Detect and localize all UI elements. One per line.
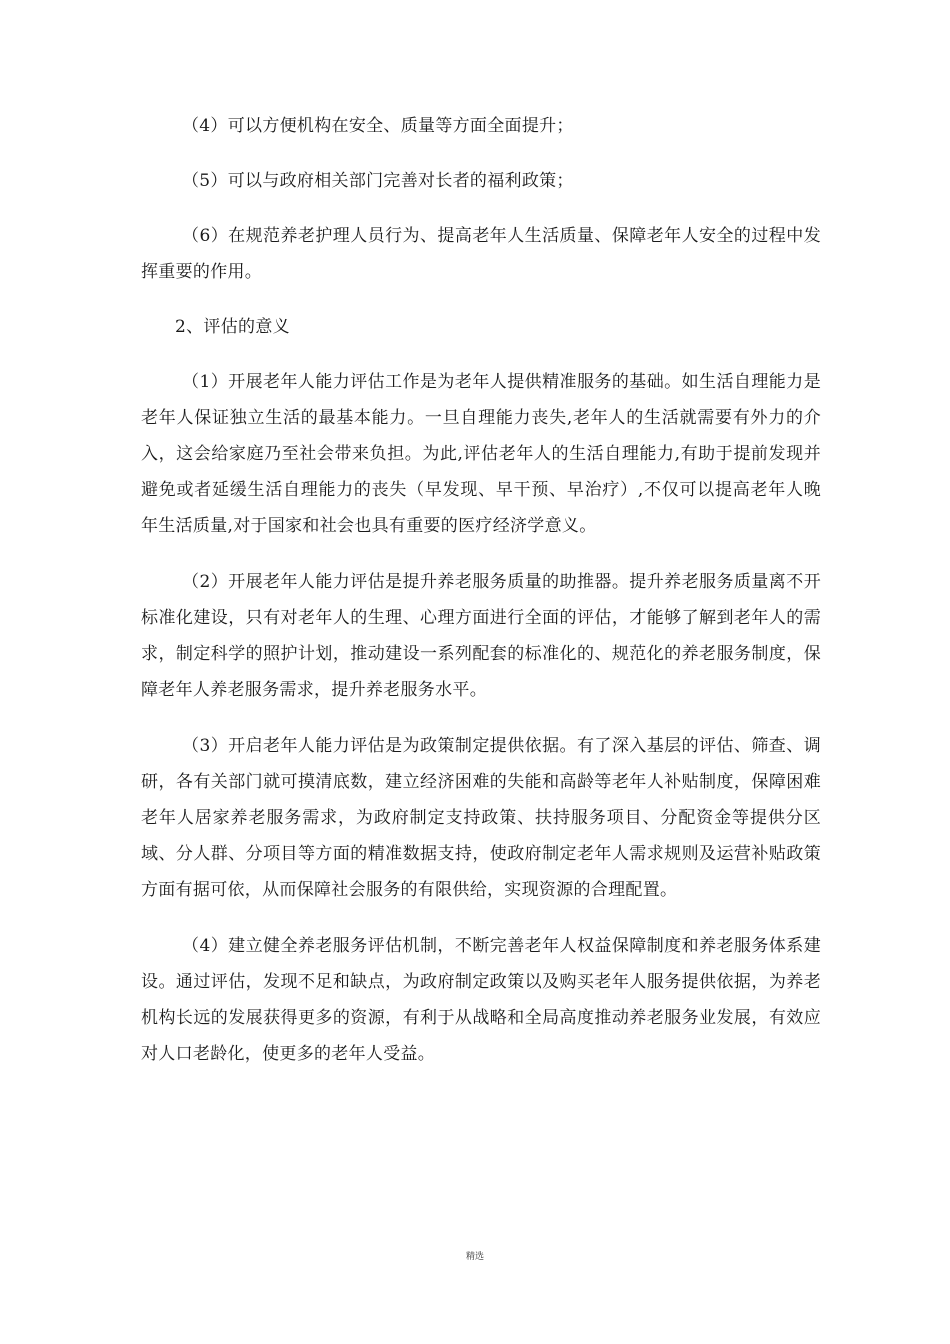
list-item: （6）在规范养老护理人员行为、提高老年人生活质量、保障老年人安全的过程中发挥重要的作用。 <box>141 226 821 282</box>
paragraph: （4）建立健全养老服务评估机制，不断完善老年人权益保障制度和养老服务体系建设。通过评估，发现不足和缺点，为政府制定政策以及购买老年人服务提供依据，为养老机构长远的发展获得更多的资源，有利于从战略和全局高度推动养老服务业发展，有效应对人口老龄化，使更多的老年人受益。 <box>141 936 821 1064</box>
document-body <box>141 108 821 1072</box>
paragraph: （3）开启老年人能力评估是为政策制定提供依据。有了深入基层的评估、筛查、调研，各有关部门就可摸清底数，建立经济困难的失能和高龄等老年人补贴制度，保障困难老年人居家养老服务需求，为政府制定支持政策、扶持服务项目、分配资金等提供分区域、分人群、分项目等方面的精准数据支持，使政府制定老年人需求规则及运营补贴政策方面有据可依，从而保障社会服务的有限供给，实现资源的合理配置。 <box>141 736 821 900</box>
list-item: （4）可以方便机构在安全、质量等方面全面提升； <box>182 116 574 136</box>
paragraph: （1）开展老年人能力评估工作是为老年人提供精准服务的基础。如生活自理能力是老年人保证独立生活的最基本能力。一旦自理能力丧失,老年人的生活就需要有外力的介入，这会给家庭乃至社会带来负担。为此,评估老年人的生活自理能力,有助于提前发现并避免或者延缓生活自理能力的丧失（早发现、早干预、早治疗）,不仅可以提高老年人晚年生活质量,对于国家和社会也具有重要的医疗经济学意义。 <box>141 372 821 536</box>
paragraph: （2）开展老年人能力评估是提升养老服务质量的助推器。提升养老服务质量离不开标准化建设，只有对老年人的生理、心理方面进行全面的评估，才能够了解到老年人的需求，制定科学的照护计划，推动建设一系列配套的标准化的、规范化的养老服务制度，保障老年人养老服务需求，提升养老服务水平。 <box>141 572 821 700</box>
section-heading: 2、评估的意义 <box>175 317 290 337</box>
list-item: （5）可以与政府相关部门完善对长者的福利政策； <box>182 171 574 191</box>
page-footer: 精选 <box>466 1252 485 1262</box>
